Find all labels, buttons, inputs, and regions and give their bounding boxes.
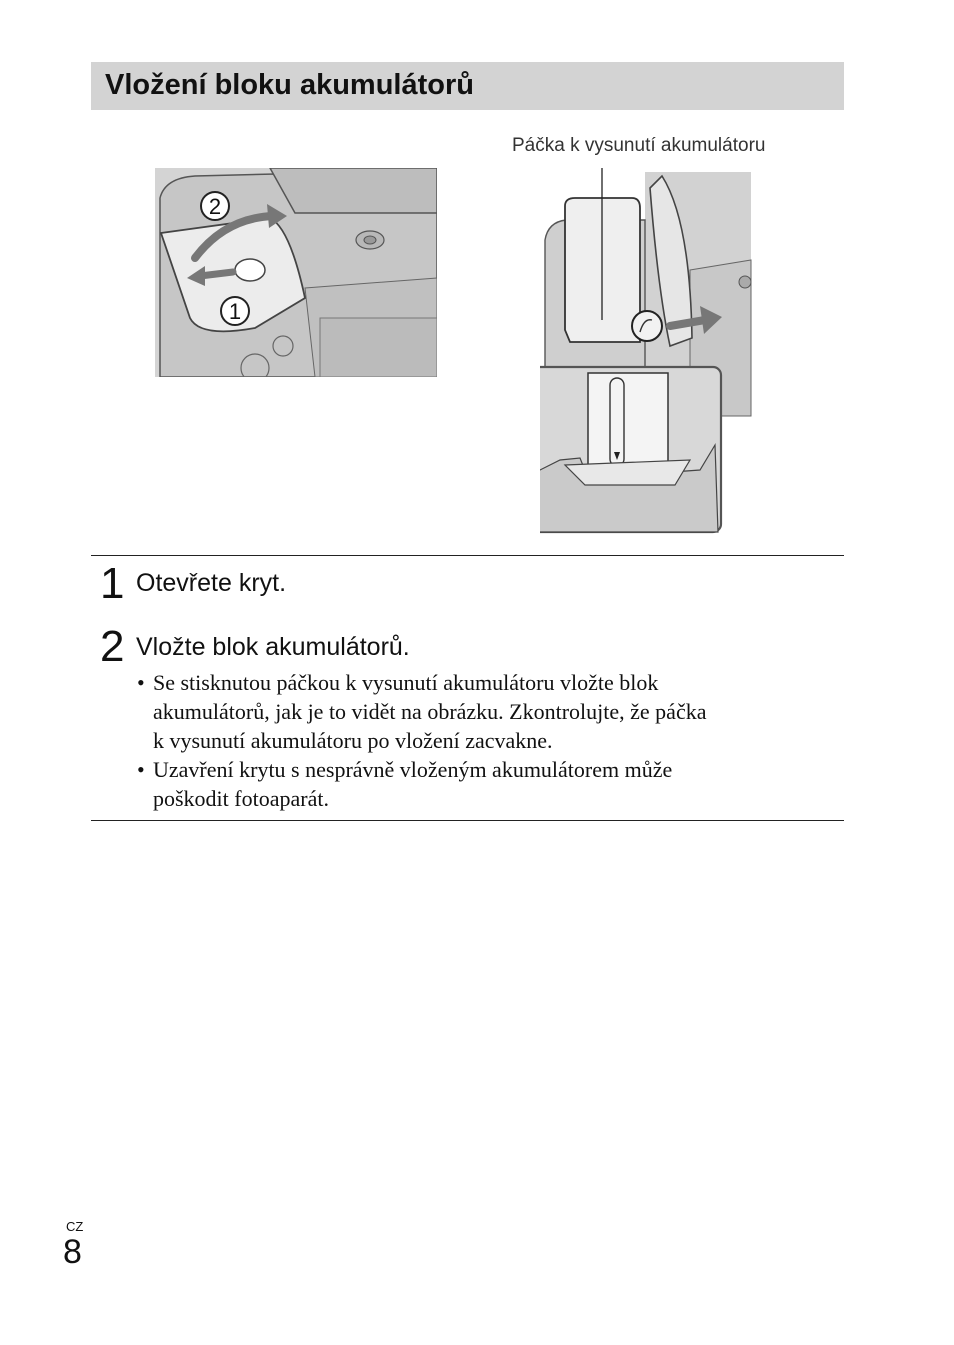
step-2-number: 2	[100, 622, 125, 671]
bullet-line: k vysunutí akumulátoru po vložení zacvakne.	[153, 728, 553, 753]
bullet-dot: •	[137, 670, 145, 695]
rule-bottom	[91, 820, 844, 821]
page-language-code: CZ	[66, 1219, 84, 1234]
open-cover-illustration	[155, 168, 437, 377]
bullet-dot: •	[137, 757, 145, 782]
bullet-line: Se stisknutou páčkou k vysunutí akumulátoru vložte blok	[153, 670, 659, 695]
step-2-title: Vložte blok akumulátorů.	[136, 633, 410, 661]
step-1-number: 1	[100, 559, 125, 608]
page-number: 8	[63, 1233, 82, 1271]
step-2-bullet-2	[137, 755, 827, 813]
section-title: Vložení bloku akumulátorů	[105, 69, 474, 101]
bullet-line: poškodit fotoaparát.	[153, 786, 329, 811]
marker-2: 2	[208, 194, 222, 219]
battery-lever-callout: Páčka k vysunutí akumulátoru	[512, 135, 766, 156]
section-heading-bar	[91, 62, 844, 110]
rule-top	[91, 555, 844, 556]
bullet-line: Uzavření krytu s nesprávně vloženým akumulátorem může	[153, 757, 673, 782]
step-1-title: Otevřete kryt.	[136, 569, 287, 597]
marker-1: 1	[228, 299, 242, 324]
insert-battery-illustration	[540, 160, 755, 535]
bullet-line: akumulátorů, jak je to vidět na obrázku. Zkontrolujte, že páčka	[153, 699, 707, 724]
step-2-bullet-1	[137, 668, 827, 755]
